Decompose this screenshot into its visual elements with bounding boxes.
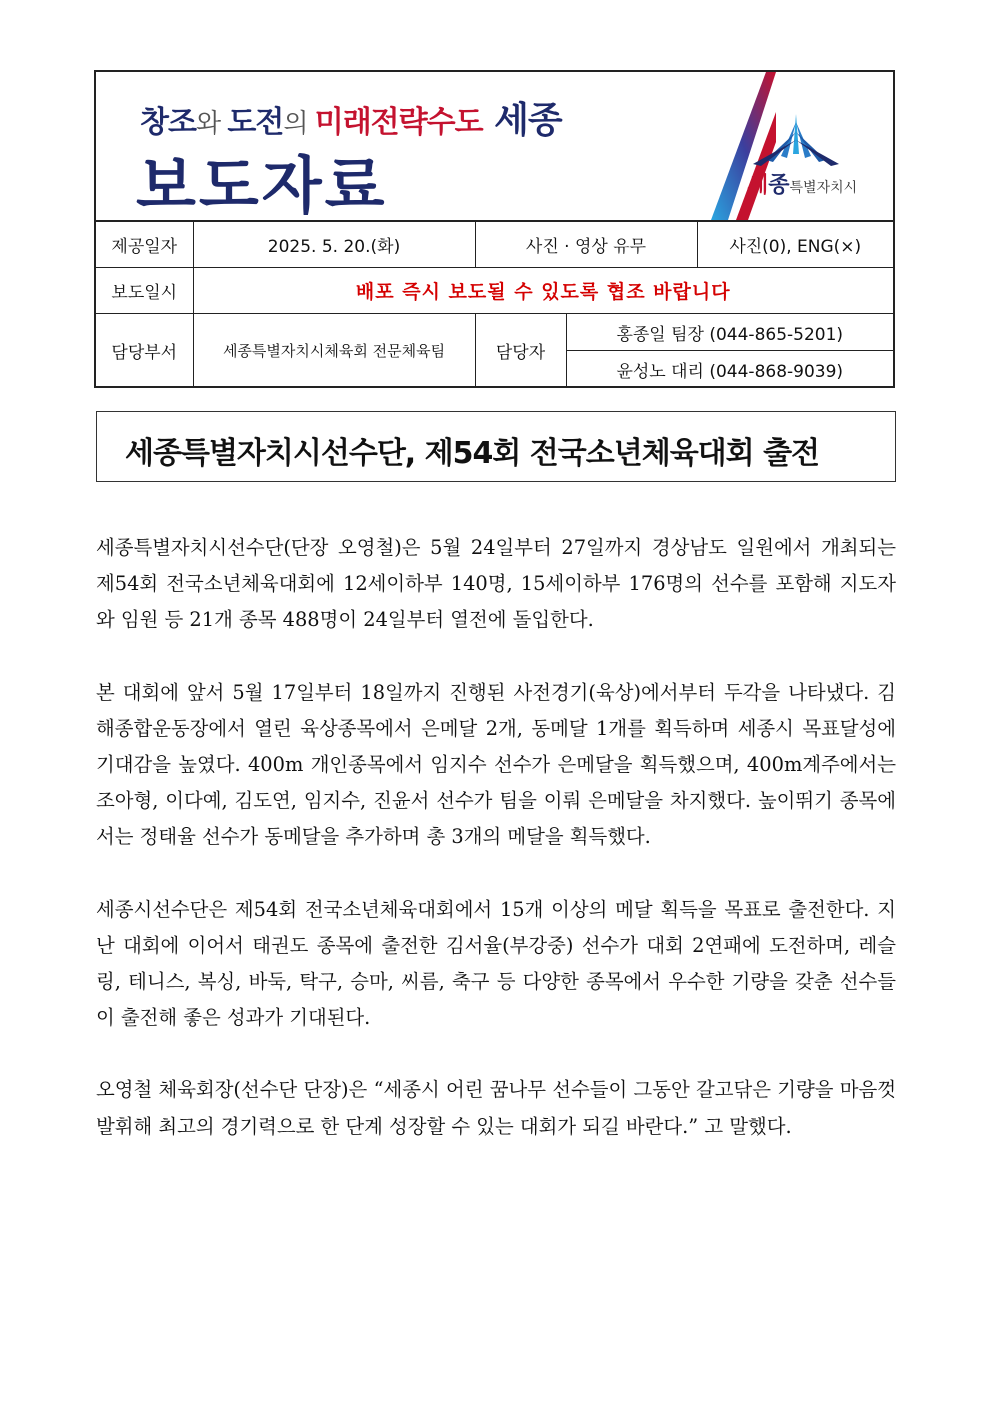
headline: 세종특별자치시선수단, 제54회 전국소년체육대회 출전 [125,436,820,471]
contact-2: 윤성노 대리 (044-868-9039) [566,351,893,388]
release-notice-red: 배포 즉시 보도 [355,281,488,303]
paragraph-1: 세종특별자치시선수단(단장 오영철)은 5월 24일부터 27일까지 경상남도 일원에서 개최되는 제54회 전국소년체육대회에 12세이하부 140명, 15세이하부 176명의 선수를 포함해 지도자와 임원 등 21개 종목 488명이 24일부터 열전에 돌입한다. [96,536,896,632]
article-body [96,530,896,1181]
contact-1: 홍종일 팀장 (044-865-5201) [566,314,893,351]
slogan-word-3: 미래전략수도 [314,105,483,140]
slogan-city: 세종 [482,100,562,141]
headline-box [96,411,896,482]
sejong-emblem [741,114,881,214]
emblem-name [747,168,857,199]
contact-label: 담당자 [475,314,566,388]
slogan-word-1: 창조 [140,105,196,140]
sejong-logo-icon [751,114,841,169]
banner [96,72,893,220]
dept-label: 담당부서 [96,314,193,388]
date-label: 제공일자 [96,221,193,268]
date-value: 2025. 5. 20.(화) [193,221,475,268]
press-release-title: 보도자료 [136,149,388,220]
info-table [96,220,893,388]
media-label: 사진 · 영상 유무 [475,221,697,268]
dept-value: 세종특별자치시체육회 전문체육팀 [193,314,475,388]
press-header [94,70,895,388]
emblem-name-navy: 종 [768,173,790,198]
release-notice-rest: 될 수 있도록 협조 바랍니다 [487,281,731,303]
release-label: 보도일시 [96,268,193,314]
media-value: 사진(0), ENG(×) [697,221,893,268]
slogan-word-2: 도전 [227,105,284,140]
paragraph-2: 본 대회에 앞서 5월 17일부터 18일까지 진행된 사전경기(육상)에서부터 두각을 나타냈다. 김해종합운동장에서 열린 육상종목에서 은메달 2개, 동메달 1개를 획득하며 세종시 목표달성에 기대감을 높였다. 400m 개인종목에서 임지수 선수가 은메달을 획득했으며, 400m계주에서는 조아형, 이다예, 김도연, 임지수, 진윤서 선수가 팀을 이뤄 은메달을 차지했다. 높이뛰기 종목에서는 정태율 선수가 동메달을 추가하며 총 3개의 메달을 획득했다. [96,680,896,849]
paragraph-3: 세종시선수단은 제54회 전국소년체육대회에서 15개 이상의 메달 획득을 목표로 출전한다. 지난 대회에 이어서 태권도 종목에 출전한 김서율(부강중) 선수가 대회 2연패에 도전하며, 레슬링, 테니스, 복싱, 바둑, 탁구, 승마, 씨름, 축구 등 다양한 종목에서 우수한 기량을 갖춘 선수들이 출전해 좋은 성과가 기대된다. [96,897,896,1030]
emblem-suffix: 특별자치시 [789,180,858,196]
slogan-particle-2: 의 [283,109,315,139]
emblem-name-red: 세 [747,173,769,198]
release-notice [193,268,893,314]
paragraph-4: 오영철 체육회장(선수단 단장)은 “세종시 어린 꿈나무 선수들이 그동안 갈고닦은 기량을 마음껏 발휘해 최고의 경기력으로 한 단계 성장할 수 있는 대회가 되길 바란다.” 고 말했다. [96,1078,896,1138]
slogan-particle-1: 와 [195,109,228,139]
